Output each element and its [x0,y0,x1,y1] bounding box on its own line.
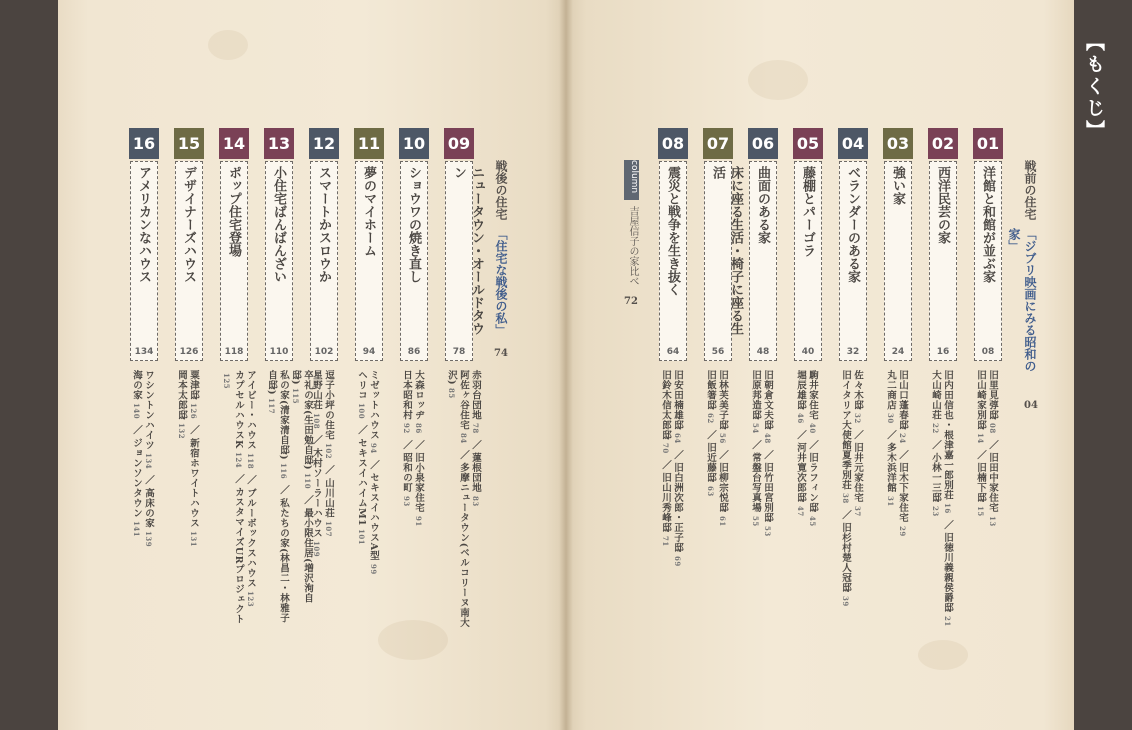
item-separator: ／ [672,449,683,460]
item-name: 木村ソーラーハウス [311,448,322,539]
chapter-items [839,370,863,630]
chapter-page: 48 [756,347,770,357]
chapter-number-badge: 14 [219,128,249,159]
chapter-item-line [412,370,424,630]
chapter-items [884,370,908,630]
prewar-section-title: 戦前の住宅 [1023,160,1037,220]
item-page: 99 [369,563,378,575]
chapter-title-box[interactable] [794,161,822,361]
item-name: 星野山荘 [311,370,322,410]
item-name: 常盤台写真場 [750,452,761,513]
item-page: 70 [661,443,670,454]
item-name: 旧楠下邸 [975,462,986,503]
chapter-title: デザイナーズハウス [181,166,196,283]
chapter-03[interactable] [883,128,913,361]
chapter-title: 曲面のある家 [755,166,770,244]
chapter-page: 40 [801,347,815,357]
chapter-title-box[interactable] [704,161,743,361]
chapter-item-line [716,370,728,630]
item-separator: ／ [143,475,154,486]
chapter-title: ショウワの焼き直し [406,166,421,283]
item-page: 56 [718,433,727,444]
item-page: 115 [291,388,300,405]
item-separator: ／ [807,439,818,450]
item-name: ジョンソンタウン [131,438,142,519]
chapter-page: 126 [179,347,199,357]
chapter-number-badge: 07 [703,128,733,159]
item-page: 47 [796,505,805,517]
chapter-items [175,370,199,630]
item-page: 117 [267,398,276,415]
chapter-item-line [355,370,367,630]
item-page: 48 [763,433,772,444]
chapter-item-line [244,370,256,630]
chapter-09[interactable] [444,128,484,361]
item-page: 61 [718,515,727,527]
chapter-06[interactable] [748,128,778,361]
item-page: 91 [414,515,423,527]
item-separator: ／ [762,449,773,460]
item-separator: ／ [885,429,896,440]
item-page: 38 [841,493,850,504]
chapter-title-box[interactable] [220,161,248,361]
item-page: 85 [447,388,456,399]
item-page: 107 [324,521,333,538]
chapter-page: 56 [711,347,725,357]
item-name: 旧井元家住宅 [852,442,863,503]
chapter-items [704,370,728,630]
chapter-page: 64 [666,347,680,357]
column-title[interactable]: 吉屋信子の家比べ [627,206,638,286]
chapter-title-box[interactable] [839,161,867,361]
item-page: 101 [357,529,366,546]
item-page: 13 [988,515,997,527]
column-badge: column [624,160,639,200]
chapter-items [749,370,773,630]
item-name: ブルーボックスハウス [245,488,256,589]
chapter-item-line [142,370,154,630]
chapter-title: 震災と戦争を生き抜く [665,166,680,296]
chapter-number-badge: 12 [309,128,339,159]
chapter-title: 洋館と和館が並ぶ家 [980,166,995,283]
chapter-title: 強い家 [890,166,905,205]
item-separator: ／ [840,509,851,520]
chapter-number-badge: 13 [264,128,294,159]
chapter-page: 78 [452,347,466,357]
postwar-section-subtitle: 「住宅な戦後の私」 [494,228,508,336]
chapter-title: スマートかスロウか [316,166,331,283]
item-name: 山川山荘 [323,478,334,519]
book-spread [58,0,1074,730]
item-name: 粟津邸 [188,370,199,400]
item-page: 131 [189,531,198,548]
item-page: 30 [886,413,895,424]
item-name: セキスイハウスA型 [368,472,379,561]
item-name: カプセルハウスK [233,370,244,449]
item-name: 岡本太郎邸 [176,370,187,420]
item-page: 102 [324,443,333,460]
chapter-number-badge: 16 [129,128,159,159]
chapter-number-badge: 09 [444,128,474,159]
item-page: 94 [369,443,378,454]
chapter-item-line [704,370,716,630]
postwar-section-title: 戦後の住宅 [494,160,508,220]
item-name: 旧山崎家別邸 [975,370,986,430]
chapter-page: 118 [224,347,244,357]
item-name: 旧徳川義親侯爵邸 [942,532,953,613]
chapter-title: 床に座る生活・椅子に座る生活 [710,166,743,335]
item-name: 海の家 [131,370,142,400]
chapter-item-line [929,370,941,630]
chapter-item-line [851,370,863,630]
item-page: 31 [886,495,895,507]
chapter-page: 94 [362,347,376,357]
chapter-items [310,370,334,630]
item-name: 旧安田楠雄邸 [672,370,683,430]
item-name: 旧林芙美子邸 [717,370,728,430]
item-separator: ／ [897,449,908,460]
item-name: 旧山口蓬春邸 [897,370,908,430]
chapter-items [659,370,683,630]
chapter-title-box[interactable] [175,161,203,361]
chapter-title-box[interactable] [884,161,912,361]
item-name: 蓮根団地 [470,452,481,493]
item-page: 15 [976,505,985,517]
chapter-page: 32 [846,347,860,357]
item-name: 私の家(清家清自邸) [278,370,289,460]
item-separator: ／ [458,449,469,460]
item-name: 阿佐ヶ谷住宅 [458,370,469,430]
item-page: 23 [931,505,940,517]
item-separator: ／ [245,475,256,486]
chapter-number-badge: 05 [793,128,823,159]
item-name: 旧白洲次郎・正子邸 [672,462,683,553]
item-name: 佐々木邸 [852,370,863,410]
item-name: カスタマイズURプロジェクト [233,486,244,625]
item-page: 63 [706,485,715,497]
item-page: 100 [357,403,366,420]
item-page: 126 [189,403,198,420]
item-name: 旧里見弴邸 [987,370,998,420]
chapter-item-line [974,370,986,630]
chapter-08[interactable] [658,128,688,361]
chapter-title: アメリカンなハウス [136,166,151,283]
item-name: 丸二商店 [885,370,896,410]
item-name: 旧山川秀峰邸 [660,472,671,533]
item-separator: ／ [942,519,953,530]
item-name: 旧原邦造邸 [750,370,761,420]
paper-stain [208,30,248,60]
item-page: 45 [808,515,817,527]
item-page: 39 [841,595,850,607]
item-page: 54 [751,423,760,434]
chapter-page: 08 [981,347,995,357]
item-page: 14 [976,433,985,444]
item-page: 08 [988,423,997,434]
item-separator: ／ [401,439,412,450]
chapter-items [400,370,424,630]
item-name: 昭和の町 [401,452,412,493]
item-page: 64 [673,433,682,444]
item-page: 141 [132,521,141,538]
item-separator: ／ [930,439,941,450]
item-page: 132 [177,423,186,440]
item-page: 84 [459,433,468,444]
item-name: 旧飯箸邸 [705,370,716,410]
chapter-item-line [187,370,199,630]
item-name: 旧杉村楚人冠邸 [840,522,851,593]
chapter-item-line [175,370,187,630]
item-name: ワシントンハイツ [143,370,154,450]
chapter-01[interactable] [973,128,1003,361]
chapter-title-box[interactable] [130,161,158,361]
chapter-number-badge: 10 [399,128,429,159]
item-name: 赤羽台団地 [470,370,481,420]
chapter-item-line [941,370,953,630]
chapter-title: 夢のマイホーム [361,166,376,257]
item-name: 大森ロッヂ [413,370,424,420]
prewar-section-subtitle: 「ジブリ映画にみる昭和の家」 [1007,228,1037,372]
item-name: 旧近藤邸 [705,442,716,483]
item-name: 旧ラフィン邸 [807,452,818,513]
chapter-item-line [400,370,412,630]
item-name: 旧木下家住宅 [897,462,908,523]
item-page: 134 [144,453,153,470]
item-name: 旧内田信也・根津嘉一郎別荘 [942,370,953,500]
chapter-15[interactable] [174,128,204,361]
item-page: 139 [144,531,153,548]
item-page: 16 [943,503,952,514]
item-page: 110 [303,473,312,490]
chapter-page: 16 [936,347,950,357]
item-name: 高床の家 [143,488,154,529]
chapter-item-line [367,370,379,630]
item-separator: ／ [188,425,199,436]
item-page: 55 [751,515,760,527]
item-page: 125 [222,373,231,390]
item-page: 24 [898,433,907,444]
chapter-item-line [265,370,289,630]
item-name: 旧柳宗悦邸 [717,462,728,513]
item-name: ヘリコ [356,370,367,400]
chapter-page: 102 [314,347,334,357]
chapter-items [794,370,818,630]
item-separator: ／ [717,449,728,460]
chapter-item-line [794,370,806,630]
item-page: 83 [471,495,480,507]
item-page: 29 [898,525,907,537]
item-page: 109 [312,541,321,558]
item-separator: ／ [233,473,244,484]
item-name: セキスイハイムM1 [356,438,367,527]
item-separator: ／ [470,439,481,450]
chapter-items [929,370,953,630]
item-separator: ／ [368,459,379,470]
item-separator: ／ [660,459,671,470]
chapter-13[interactable] [264,128,294,361]
item-separator: ／ [987,439,998,450]
chapter-page: 86 [407,347,421,357]
item-name: ミゼットハウス [368,370,379,440]
chapter-item-line [986,370,998,630]
item-name: 旧小泉家住宅 [413,452,424,513]
item-separator: ／ [323,465,334,476]
item-page: 21 [943,615,952,627]
chapter-title: ニュータウン・オールドタウン [451,166,484,335]
chapter-04[interactable] [838,128,868,361]
item-page: 124 [234,451,243,468]
item-separator: ／ [131,425,142,436]
item-page: 123 [246,591,255,608]
chapter-item-line [806,370,818,630]
paper-stain [918,640,968,670]
item-name: 逗子小坪の住宅 [323,370,334,440]
item-separator: ／ [705,429,716,440]
chapter-item-line [749,370,761,630]
item-page: 93 [402,495,411,507]
item-page: 108 [312,413,321,430]
chapter-07[interactable] [703,128,743,361]
item-name: 多摩ニュータウン(ベルコリーヌ南大沢) [446,370,469,628]
chapter-title-box[interactable] [265,161,293,361]
chapter-item-line [761,370,773,630]
chapter-number-badge: 15 [174,128,204,159]
item-name: 私たちの家(林昌二・林雅子自邸) [266,370,289,624]
item-name: 日本昭和村 [401,370,412,420]
chapter-title-box[interactable] [445,161,484,361]
item-name: 多木浜洋館 [885,442,896,493]
chapter-number-badge: 08 [658,128,688,159]
chapter-item-line [839,370,851,630]
item-separator: ／ [795,429,806,440]
chapter-number-badge: 01 [973,128,1003,159]
chapter-item-line [130,370,142,630]
chapter-item-line [659,370,671,630]
item-separator: ／ [413,439,424,450]
item-separator: ／ [302,495,313,506]
mokuji-label: 【もくじ】 [1083,32,1105,142]
item-name: 堀辰雄邸 [795,370,806,410]
item-page: 46 [796,413,805,424]
item-page: 32 [853,413,862,424]
chapter-05[interactable] [793,128,823,361]
paper-stain [748,60,808,100]
chapter-title: ベランダーのある家 [845,166,860,283]
item-name: 最小限住居(増沢洵自邸) [290,370,313,604]
column-page: 72 [624,296,638,307]
item-page: 53 [763,525,772,537]
item-name: 小林一三邸 [930,452,941,503]
chapter-14[interactable] [219,128,249,361]
chapter-number-badge: 02 [928,128,958,159]
book-spine [559,0,573,730]
item-page: 62 [706,413,715,424]
item-separator: ／ [356,425,367,436]
chapter-items [974,370,998,630]
item-name: 旧鈴木信太郎邸 [660,370,671,440]
prewar-section-page: 04 [1024,400,1038,411]
chapter-02[interactable] [928,128,958,361]
item-page: 40 [808,423,817,434]
item-page: 92 [402,423,411,434]
chapter-title-box[interactable] [400,161,428,361]
postwar-section-page: 74 [494,348,508,359]
chapter-items [265,370,313,630]
chapter-title: 藤棚とパーゴラ [800,166,815,257]
chapter-item-line [220,370,244,630]
chapter-11[interactable] [354,128,384,361]
chapter-item-line [469,370,481,630]
chapter-title-box[interactable] [355,161,383,361]
chapter-title-box[interactable] [749,161,777,361]
chapter-item-line [671,370,683,630]
item-page: 78 [471,423,480,434]
item-name: 大山崎山荘 [930,370,941,420]
item-name: 旧朝倉文夫邸 [762,370,773,430]
item-name: 駒井家住宅 [807,370,818,420]
chapter-title: 西洋民芸の家 [935,166,950,244]
chapter-title-box[interactable] [310,161,338,361]
chapter-item-line [445,370,469,630]
chapter-title-box[interactable] [659,161,687,361]
chapter-page: 134 [134,347,154,357]
chapter-title: 小住宅ばんばんざい [271,166,286,283]
item-page: 37 [853,505,862,517]
item-name: 新宿ホワイトハウス [188,438,199,529]
chapter-item-line [884,370,896,630]
chapter-title-box[interactable] [974,161,1002,361]
chapter-number-badge: 03 [883,128,913,159]
item-page: 140 [132,403,141,420]
chapter-title: ポップ住宅登場 [226,166,241,257]
chapter-title-box[interactable] [929,161,957,361]
item-separator: ／ [852,429,863,440]
item-page: 22 [931,423,940,434]
item-name: 旧イタリア大使館夏季別荘 [840,370,851,490]
item-name: 旧竹田宮別邸 [762,462,773,523]
chapter-item-line [289,370,313,630]
chapter-item-line [322,370,334,630]
chapter-page: 24 [891,347,905,357]
item-separator: ／ [975,449,986,460]
chapter-item-line [896,370,908,630]
chapter-items [130,370,154,630]
item-separator: ／ [311,435,322,446]
item-page: 71 [661,535,670,547]
item-separator: ／ [750,439,761,450]
item-separator: ／ [278,485,289,496]
item-name: アイビー・ハウス [245,370,256,450]
chapter-number-badge: 11 [354,128,384,159]
chapter-16[interactable] [129,128,159,361]
item-name: 河井寛次郎邸 [795,442,806,503]
item-page: 118 [246,453,255,470]
item-name: 旧田中家住宅 [987,452,998,513]
item-name: 卒礼の家(生田勉自邸) [302,370,313,470]
chapter-page: 110 [269,347,289,357]
chapter-items [220,370,256,630]
chapter-10[interactable] [399,128,429,361]
item-page: 69 [673,555,682,567]
chapter-number-badge: 04 [838,128,868,159]
chapter-number-badge: 06 [748,128,778,159]
chapter-items [445,370,481,630]
item-page: 116 [279,463,288,480]
chapter-12[interactable] [309,128,339,361]
item-page: 86 [414,423,423,434]
chapter-items [355,370,379,630]
